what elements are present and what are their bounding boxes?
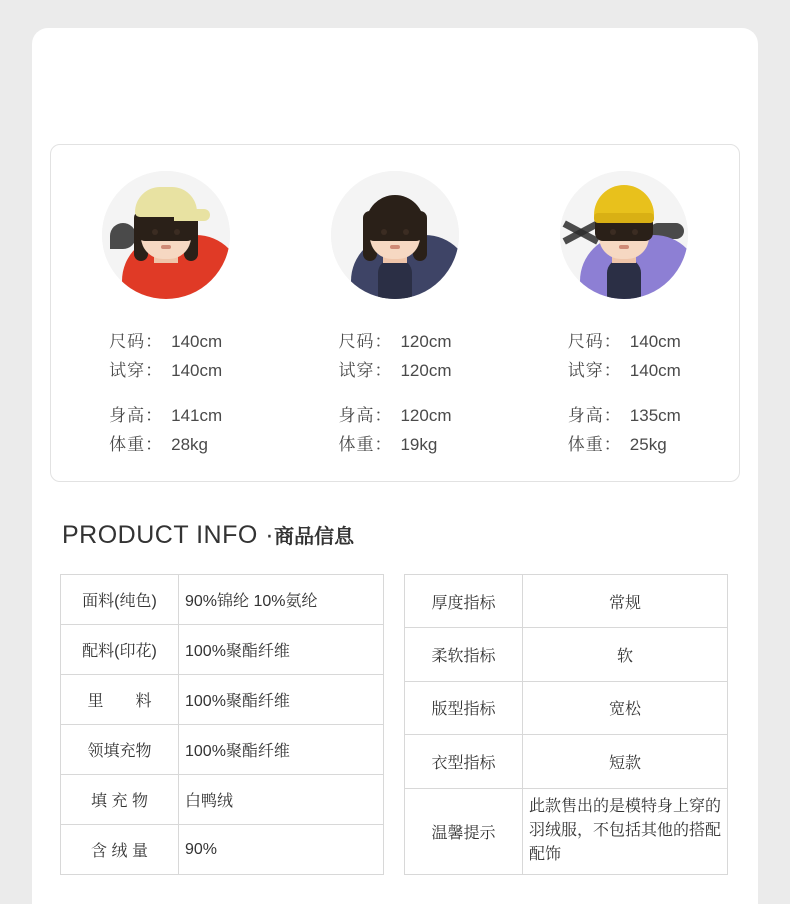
row-value: 白鸭绒 <box>179 775 384 825</box>
eye-right <box>403 229 409 235</box>
inner-garment <box>607 259 641 299</box>
spec-value: 140cm <box>171 332 223 351</box>
size-group <box>109 327 222 385</box>
spec-row <box>338 430 451 459</box>
product-info-tables <box>60 574 728 875</box>
model-size-card <box>50 144 740 482</box>
eye-left <box>381 229 387 235</box>
beanie-band <box>594 213 654 223</box>
spec-value: 140cm <box>171 361 223 380</box>
spec-row <box>338 327 451 356</box>
spec-row <box>109 430 222 459</box>
spec-row <box>109 401 222 430</box>
row-value: 软 <box>523 628 728 681</box>
row-key: 柔软指标 <box>405 628 523 681</box>
attributes-table <box>404 574 728 875</box>
row-key: 面料(纯色) <box>61 575 179 625</box>
section-title-cn: 商品信息 <box>274 526 355 548</box>
spec-label: 尺码： <box>338 332 393 351</box>
row-key: 里 料 <box>61 675 179 725</box>
table-row <box>61 575 384 625</box>
materials-table <box>60 574 384 875</box>
spec-label: 体重： <box>567 435 622 454</box>
spec-value: 25kg <box>629 435 667 454</box>
model-photo-2 <box>331 171 459 299</box>
eye-right <box>174 229 180 235</box>
spec-row <box>568 356 681 385</box>
row-value: 100%聚酯纤维 <box>179 675 384 725</box>
spec-row <box>109 327 222 356</box>
cap-brim <box>174 209 210 221</box>
body-group <box>568 401 681 459</box>
row-key: 衣型指标 <box>405 735 523 788</box>
mouth <box>161 245 171 249</box>
spec-value: 141cm <box>171 406 223 425</box>
table-row <box>405 575 728 628</box>
spec-value: 135cm <box>629 406 681 425</box>
spec-label: 身高： <box>567 406 622 425</box>
table-row <box>405 735 728 788</box>
model-specs <box>51 327 280 459</box>
row-value: 此款售出的是模特身上穿的羽绒服，不包括其他的搭配配饰 <box>523 788 728 875</box>
photo-prop-shape <box>110 223 136 249</box>
mouth <box>390 245 400 249</box>
row-key: 填 充 物 <box>61 775 179 825</box>
spec-row <box>338 356 451 385</box>
spec-label: 试穿： <box>567 361 622 380</box>
spec-row <box>568 401 681 430</box>
table-row <box>61 675 384 725</box>
spec-label: 体重： <box>338 435 393 454</box>
size-group <box>568 327 681 385</box>
row-value: 100%聚酯纤维 <box>179 725 384 775</box>
spec-value: 19kg <box>400 435 438 454</box>
row-value: 90%锦纶 10%氨纶 <box>179 575 384 625</box>
inner-garment <box>378 259 412 299</box>
mouth <box>619 245 629 249</box>
model-photo-1 <box>102 171 230 299</box>
spec-row <box>568 327 681 356</box>
size-group <box>338 327 451 385</box>
model-entry <box>280 145 509 481</box>
row-value: 宽松 <box>523 681 728 734</box>
spec-label: 体重： <box>109 435 164 454</box>
row-key: 厚度指标 <box>405 575 523 628</box>
spec-label: 试穿： <box>338 361 393 380</box>
model-entry <box>510 145 739 481</box>
product-detail-page <box>32 28 758 904</box>
table-row <box>61 625 384 675</box>
row-key: 含 绒 量 <box>61 825 179 875</box>
row-value: 常规 <box>523 575 728 628</box>
spec-value: 120cm <box>400 332 452 351</box>
spec-row <box>338 401 451 430</box>
section-title <box>62 520 354 550</box>
body-group <box>109 401 222 459</box>
spec-label: 尺码： <box>567 332 622 351</box>
spec-row <box>568 430 681 459</box>
eye-left <box>152 229 158 235</box>
section-title-en: PRODUCT INFO · <box>62 521 275 549</box>
spec-value: 120cm <box>400 361 452 380</box>
row-value: 90% <box>179 825 384 875</box>
model-specs <box>510 327 739 459</box>
spec-value: 140cm <box>629 332 681 351</box>
model-entry <box>51 145 280 481</box>
row-value: 100%聚酯纤维 <box>179 625 384 675</box>
table-row <box>61 725 384 775</box>
spec-value: 28kg <box>171 435 209 454</box>
table-row <box>405 681 728 734</box>
spec-value: 120cm <box>400 406 452 425</box>
row-key: 领填充物 <box>61 725 179 775</box>
row-key: 版型指标 <box>405 681 523 734</box>
model-specs <box>280 327 509 459</box>
table-row <box>61 825 384 875</box>
row-key: 配料(印花) <box>61 625 179 675</box>
model-photo-3 <box>560 171 688 299</box>
spec-label: 身高： <box>109 406 164 425</box>
spec-label: 尺码： <box>109 332 164 351</box>
spec-label: 试穿： <box>109 361 164 380</box>
table-row <box>61 775 384 825</box>
spec-value: 140cm <box>629 361 681 380</box>
spec-row <box>109 356 222 385</box>
row-value: 短款 <box>523 735 728 788</box>
body-group <box>338 401 451 459</box>
row-key: 温馨提示 <box>405 788 523 875</box>
table-row <box>405 628 728 681</box>
spec-label: 身高： <box>338 406 393 425</box>
table-row-note <box>405 788 728 875</box>
